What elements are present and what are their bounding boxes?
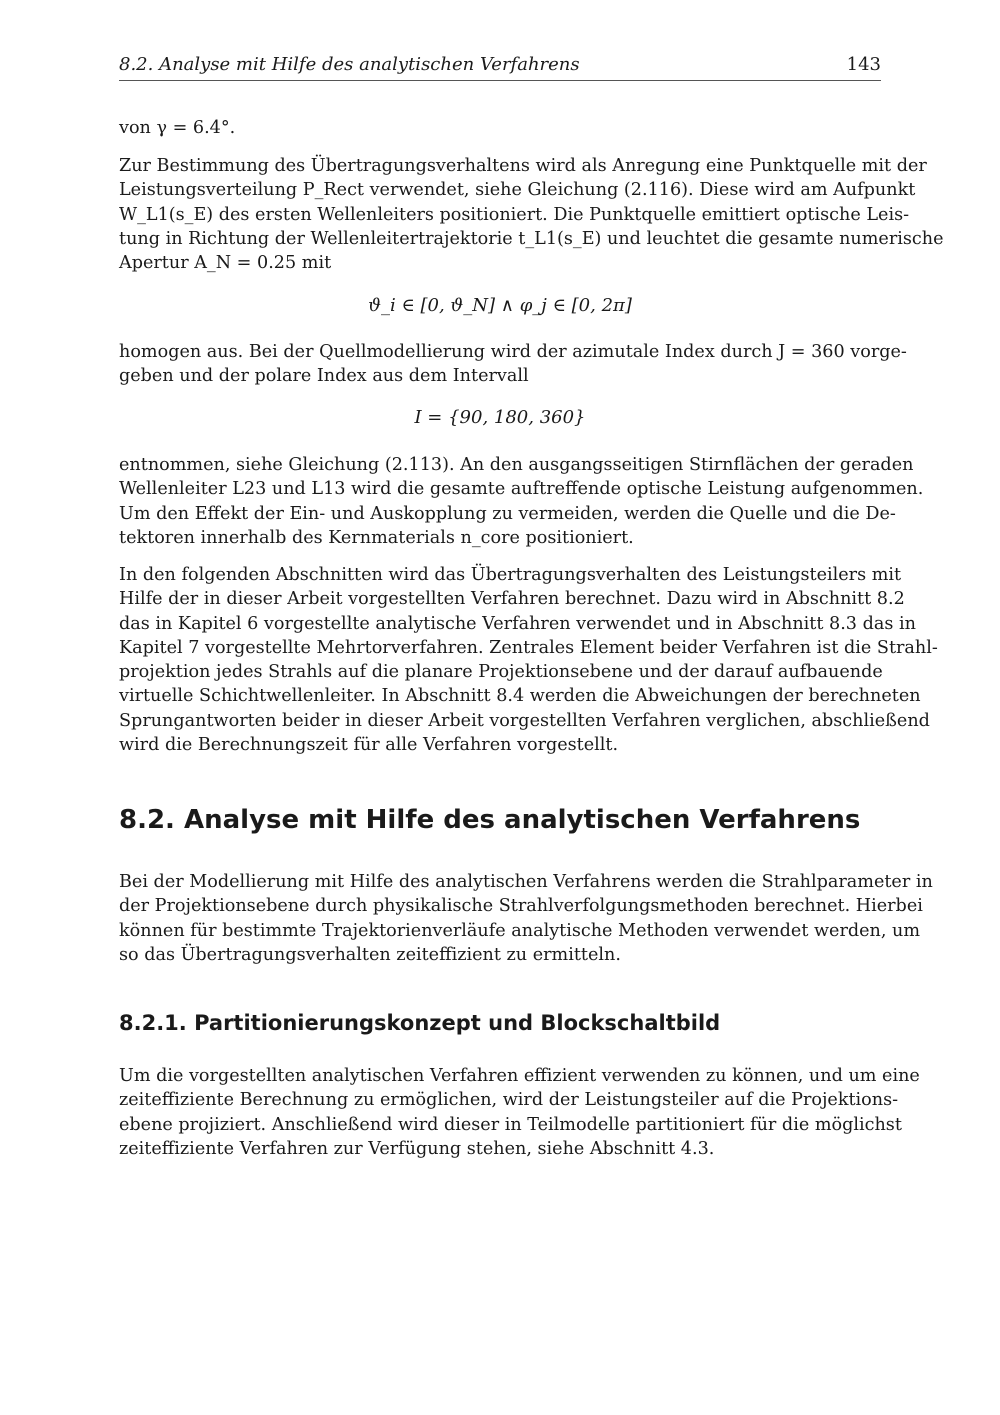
- text-line: geben und der polare Index aus dem Intervall: [119, 366, 529, 387]
- text-line: projektion jedes Strahls auf die planare Projektionsebene und der darauf aufbauende: [119, 662, 883, 683]
- text-line: tung in Richtung der Wellenleitertrajektorie t_L1(s_E) und leuchtet die gesamte numerische: [119, 228, 944, 249]
- text-line: Um den Effekt der Ein- und Auskopplung zu vermeiden, werden die Quelle und die De-: [119, 503, 896, 524]
- paragraph-1: [119, 116, 881, 140]
- running-head-title: 8.2. Analyse mit Hilfe des analytischen Verfahrens: [119, 54, 580, 75]
- text-line: zeiteffiziente Berechnung zu ermöglichen, wird der Leistungsteiler auf die Projektions-: [119, 1090, 899, 1111]
- text-line: homogen aus. Bei der Quellmodellierung wird der azimutale Index durch J = 360 vorge-: [119, 342, 907, 362]
- running-head: [119, 52, 881, 81]
- paragraph-4: [119, 453, 924, 550]
- paragraph-5: [119, 563, 938, 757]
- paragraph-3: [119, 340, 907, 389]
- text-line: der Projektionsebene durch physikalische Strahlverfolgungsmethoden berechnet. Hierbei: [119, 896, 923, 917]
- text-line: das in Kapitel 6 vorgestellte analytische Verfahren verwendet und in Abschnitt 8.3 das in: [119, 613, 916, 634]
- text-line: W_L1(s_E) des ersten Wellenleiters positioniert. Die Punktquelle emittiert optische Leis-: [119, 204, 910, 225]
- paragraph-6: [119, 870, 933, 967]
- paragraph-2: [119, 154, 944, 275]
- text-line: ebene projiziert. Anschließend wird dieser in Teilmodelle partitioniert für die möglichst: [119, 1114, 902, 1135]
- text-line: Leistungsverteilung P_Rect verwendet, siehe Gleichung (2.116). Diese wird am Aufpunkt: [119, 180, 916, 201]
- text-line: Kapitel 7 vorgestellte Mehrtorverfahren. Zentrales Element beider Verfahren ist die Strahl-: [119, 637, 938, 658]
- section-heading: 8.2. Analyse mit Hilfe des analytischen Verfahrens: [119, 805, 861, 835]
- paragraph-7: [119, 1064, 920, 1161]
- text-line: Wellenleiter L23 und L13 wird die gesamte auftreffende optische Leistung aufgenommen.: [119, 479, 924, 500]
- text-line: Apertur A_N = 0.25 mit: [119, 253, 332, 274]
- text-line: zeiteffiziente Verfahren zur Verfügung stehen, siehe Abschnitt 4.3.: [119, 1138, 715, 1159]
- page-number: 143: [846, 54, 881, 75]
- text-line: virtuelle Schichtwellenleiter. In Abschnitt 8.4 werden die Abweichungen der berechneten: [119, 686, 921, 707]
- text-line: In den folgenden Abschnitten wird das Übertragungsverhalten des Leistungsteilers mit: [119, 565, 902, 585]
- text-line: Sprungantworten beider in dieser Arbeit vorgestellten Verfahren verglichen, abschließend: [119, 710, 930, 731]
- text-line: Um die vorgestellten analytischen Verfahren effizient verwenden zu können, und um eine: [119, 1066, 920, 1086]
- text-line: so das Übertragungsverhalten zeiteffizient zu ermitteln.: [119, 944, 621, 965]
- equation-interval: I = {90, 180, 360}: [414, 407, 586, 428]
- text-line: tektoren innerhalb des Kernmaterials n_core positioniert.: [119, 527, 634, 548]
- text-line: können für bestimmte Trajektorienverläufe analytische Methoden verwendet werden, um: [119, 920, 921, 941]
- text-line: wird die Berechnungszeit für alle Verfahren vorgestellt.: [119, 735, 619, 756]
- text-line: Bei der Modellierung mit Hilfe des analytischen Verfahrens werden die Strahlparameter in: [119, 872, 933, 892]
- text-line: Zur Bestimmung des Übertragungsverhaltens wird als Anregung eine Punktquelle mit der: [119, 156, 927, 176]
- text-line: entnommen, siehe Gleichung (2.113). An den ausgangsseitigen Stirnflächen der geraden: [119, 455, 914, 475]
- equation-angles: ϑ_i ∈ [0, ϑ_N] ∧ φ_j ∈ [0, 2π]: [368, 295, 632, 316]
- text-line: von γ = 6.4°.: [119, 118, 236, 138]
- subsection-heading: 8.2.1. Partitionierungskonzept und Blockschaltbild: [119, 1011, 721, 1035]
- text-line: Hilfe der in dieser Arbeit vorgestellten Verfahren berechnet. Dazu wird in Abschnitt 8.2: [119, 589, 905, 610]
